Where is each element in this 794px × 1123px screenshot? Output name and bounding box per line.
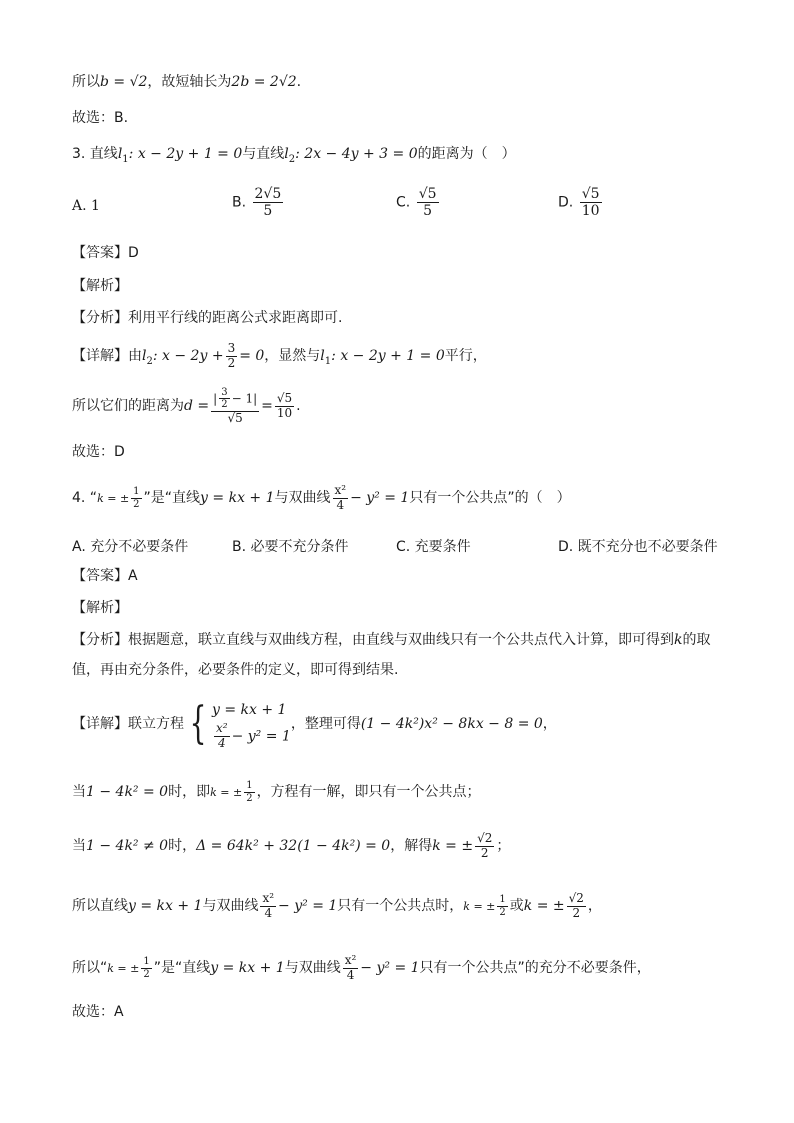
fenxi-text: 利用平行线的距离公式求距离即可. [128, 310, 343, 326]
fraction [475, 832, 494, 861]
numerator: √5 [418, 186, 437, 202]
text: ”是“直线 [143, 490, 201, 506]
denominator: 2 [133, 498, 140, 510]
equation-2 [212, 722, 291, 751]
math: k = ± [97, 492, 130, 505]
denominator: 2 [221, 399, 228, 411]
q4-case-2 [72, 826, 510, 866]
fenxi-text: 值，再由充分条件，必要条件的定义，即可得到结果. [72, 662, 399, 678]
text: 故选：A [72, 1004, 124, 1020]
q4-answer [72, 566, 138, 586]
abs-bar: | [213, 391, 218, 406]
numerator: √5 [276, 390, 293, 405]
q3-option-b [232, 186, 285, 219]
text: ，整理可得 [290, 716, 361, 732]
q4-summary-1 [72, 884, 602, 929]
q3-fenxi [72, 308, 342, 328]
math: l [320, 348, 325, 364]
numerator-rest: − 1| [231, 391, 258, 406]
text: 时， [168, 838, 197, 854]
denominator: 5 [423, 203, 433, 220]
text: . [296, 398, 301, 414]
math-sub: 2 [146, 355, 153, 367]
analysis-tag: 【解析】 [72, 278, 128, 294]
math: k = ± [107, 962, 140, 975]
question-4 [72, 480, 571, 517]
text: 当 [72, 784, 86, 800]
text: 的距离为（ ） [417, 146, 516, 162]
fraction [141, 956, 151, 980]
text: 与双曲线 [202, 898, 259, 914]
fenxi-tag: 【分析】 [72, 310, 128, 326]
text: ； [496, 838, 511, 854]
text: ， [542, 716, 557, 732]
fraction [253, 186, 284, 219]
text: 只有一个公共点”的（ ） [409, 490, 571, 506]
option-text: A. 充分不必要条件 [72, 539, 189, 555]
text: 3. 直线 [72, 146, 118, 162]
denominator: 2 [572, 905, 581, 920]
q4-fenxi-line1 [72, 630, 710, 650]
numerator: x² [216, 720, 228, 735]
text: 故选：B. [72, 110, 129, 126]
xiangjie-tag: 【详解】 [72, 348, 128, 364]
option-label: D. [558, 194, 574, 211]
math: − y² = 1 [231, 728, 291, 744]
math: − y² = 1 [278, 898, 338, 914]
fraction [226, 342, 238, 371]
fraction [417, 186, 439, 219]
math: = 0 [239, 348, 265, 364]
text: ， [587, 898, 602, 914]
denominator: 2 [480, 845, 489, 860]
option-label: C. [396, 194, 411, 211]
denominator: 4 [336, 497, 345, 512]
numerator: √5 [581, 186, 600, 202]
q3-xiangjie [72, 340, 487, 378]
text: 与双曲线 [284, 960, 341, 976]
math: l [142, 348, 147, 364]
math-sub: 1 [324, 355, 332, 367]
math: l [117, 146, 123, 162]
math-delta: Δ = 64k² + 32(1 − 4k²) = 0 [196, 838, 391, 854]
denominator: 5 [263, 203, 273, 220]
math: l [284, 146, 289, 162]
option-text: D. 既不充分也不必要条件 [558, 539, 718, 555]
q3-distance [72, 382, 301, 430]
answer-tag: 【答案】 [72, 568, 128, 584]
math-sub: 1 [122, 153, 129, 165]
numerator: x² [334, 482, 347, 497]
fraction [214, 722, 230, 751]
q4-option-b [232, 536, 349, 556]
fraction [497, 894, 507, 918]
fraction-distance [211, 387, 259, 426]
fraction [131, 486, 141, 510]
math-line: y = kx + 1 [210, 960, 285, 976]
math: d = [184, 398, 210, 414]
text: 由 [128, 348, 142, 364]
numerator: 3 [221, 386, 228, 398]
text: ，方程有一解，即只有一个公共点； [256, 784, 481, 800]
q3-answer [72, 243, 139, 263]
math-line: y = kx + 1 [200, 490, 275, 506]
math-line2: : 2x − 4y + 3 = 0 [295, 146, 418, 162]
numerator: 2√5 [254, 186, 282, 202]
denominator: 2 [143, 968, 150, 980]
math-line1: : x − 2y + 1 = 0 [128, 146, 243, 162]
text: 只有一个公共点时， [337, 898, 464, 914]
q3-choose [72, 442, 125, 462]
text: ”是“直线 [153, 960, 211, 976]
option-text: A. 1 [72, 198, 100, 214]
text: ，显然与 [264, 348, 321, 364]
math: − y² = 1 [360, 960, 420, 976]
option-text: C. 充要条件 [396, 539, 471, 555]
question-3 [72, 144, 516, 170]
answer-value: A [128, 568, 138, 584]
numerator: x² [262, 890, 275, 905]
xiangjie-tag: 【详解】 [72, 716, 128, 732]
q4-case-1 [72, 776, 481, 809]
text: 与直线 [242, 146, 285, 162]
math: 1 − 4k² = 0 [86, 784, 169, 800]
denominator: √5 [227, 410, 243, 425]
q3-option-d [558, 186, 604, 219]
math: k [674, 632, 683, 648]
q4-summary-2 [72, 946, 651, 991]
math: k = ± [432, 838, 474, 854]
text: 所以它们的距离为 [72, 398, 184, 414]
q3-option-a [72, 198, 100, 214]
option-text: B. 必要不充分条件 [232, 539, 349, 555]
denominator: 4 [346, 967, 355, 982]
fenxi-text: 根据题意，联立直线与双曲线方程，由直线与双曲线只有一个公共点代入计算，即可得到 [128, 632, 674, 648]
text: 所以 [72, 74, 100, 90]
fraction [567, 892, 586, 921]
numerator: 3 [227, 340, 236, 355]
fraction [219, 387, 229, 411]
denominator: 10 [581, 203, 600, 220]
numerator [211, 387, 259, 412]
denominator: 2 [246, 792, 253, 804]
denominator: 2 [499, 906, 506, 918]
q4-fenxi-line2 [72, 660, 398, 680]
line-choose-b [72, 108, 128, 128]
fraction [275, 392, 294, 421]
text: ，解得 [390, 838, 433, 854]
fraction [580, 186, 602, 219]
text: 或 [509, 898, 524, 914]
fraction [244, 780, 254, 804]
fraction [343, 954, 359, 983]
q4-option-c [396, 536, 471, 556]
line-so-b [72, 72, 301, 92]
q4-xiangjie [72, 694, 557, 754]
q4-jiexi [72, 598, 128, 618]
text: 平行， [444, 348, 487, 364]
numerator: 1 [246, 780, 253, 791]
math-minor-axis: 2b = 2√2 [231, 74, 297, 90]
fenxi-tag: 【分析】 [72, 632, 128, 648]
math: − y² = 1 [350, 490, 410, 506]
denominator: 2 [227, 355, 236, 370]
equation-system [212, 698, 291, 751]
text: 联立方程 [128, 716, 184, 732]
denominator: 10 [276, 405, 293, 420]
text: 时，即 [168, 784, 211, 800]
option-label: B. [232, 194, 247, 211]
text: 与双曲线 [274, 490, 331, 506]
math: k = ± [523, 898, 565, 914]
q3-jiexi [72, 276, 128, 296]
numerator: x² [344, 952, 357, 967]
numerator: 1 [133, 486, 140, 497]
text: 所以“ [72, 960, 108, 976]
q4-option-d [558, 536, 718, 556]
fraction [260, 892, 276, 921]
text: . [296, 74, 302, 90]
answer-value: D [128, 245, 139, 261]
text: 只有一个公共点”的充分不必要条件， [419, 960, 651, 976]
text: 故选：D [72, 444, 125, 460]
math-quadratic: (1 − 4k²)x² − 8kx − 8 = 0 [360, 716, 543, 732]
math-sub: 2 [288, 153, 296, 165]
text: 当 [72, 838, 86, 854]
math: : x − 2y + 1 = 0 [331, 348, 445, 364]
math: : x − 2y + [152, 348, 224, 364]
numerator: √2 [477, 830, 493, 845]
math: = [261, 398, 273, 414]
denominator: 4 [217, 735, 226, 750]
q3-option-c [396, 186, 441, 219]
math: k = ± [463, 900, 496, 913]
math: 1 − 4k² ≠ 0 [86, 838, 169, 854]
answer-tag: 【答案】 [72, 245, 128, 261]
q4-choose [72, 1002, 124, 1022]
text: 的取 [682, 632, 711, 648]
text: ，故短轴长为 [147, 74, 232, 90]
brace: { [189, 698, 207, 749]
math-line: y = kx + 1 [128, 898, 203, 914]
analysis-tag: 【解析】 [72, 600, 128, 616]
denominator: 4 [264, 905, 273, 920]
fraction [333, 484, 349, 513]
numerator: 1 [499, 894, 506, 905]
q4-option-a [72, 536, 188, 556]
text: 所以直线 [72, 898, 128, 914]
equation-1: y = kx + 1 [212, 701, 287, 718]
math: k = ± [210, 786, 243, 799]
numerator: 1 [143, 956, 150, 967]
math-b-value: b = √2 [100, 74, 148, 90]
numerator: √2 [568, 890, 584, 905]
text: 4. “ [72, 490, 98, 506]
